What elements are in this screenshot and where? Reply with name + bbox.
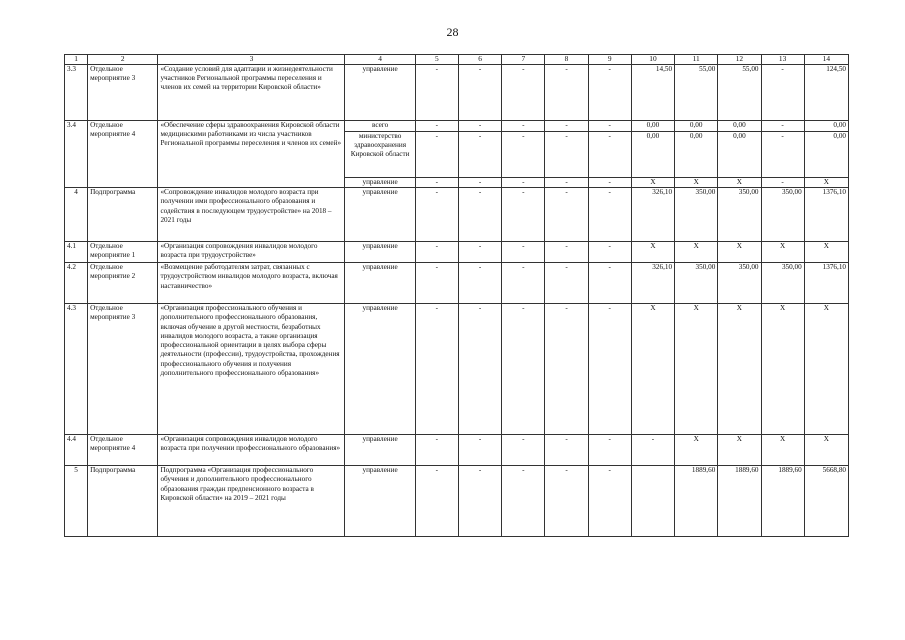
- value-cell: X: [804, 435, 848, 466]
- value-cell: 350,00: [675, 263, 718, 304]
- row-executor: управление: [345, 178, 415, 188]
- value-cell: -: [502, 178, 545, 188]
- row-executor: управление: [345, 435, 415, 466]
- value-cell: -: [502, 121, 545, 132]
- page-number: 28: [446, 25, 459, 39]
- row-title: «Сопровождение инвалидов молодого возраста при получении ими профессионального образования и содействия в последующем трудоустройстве» на 2018 – 2021 годы: [158, 188, 345, 242]
- value-cell: -: [458, 178, 501, 188]
- header-cell: 4: [345, 55, 415, 65]
- header-cell: 13: [761, 55, 804, 65]
- row-title: «Обеспечение сферы здравоохранения Кировской области медицинскими работниками из числа участников Региональной программы переселения и членов их семей»: [158, 121, 345, 188]
- row-type: Отдельное мероприятие 4: [88, 435, 158, 466]
- value-cell: 124,50: [804, 65, 848, 121]
- header-cell: 7: [502, 55, 545, 65]
- value-cell: -: [502, 65, 545, 121]
- header-cell: 8: [545, 55, 588, 65]
- value-cell: -: [588, 242, 631, 263]
- header-cell: 11: [675, 55, 718, 65]
- table-row: [65, 304, 849, 435]
- value-cell: -: [415, 65, 458, 121]
- value-cell: -: [588, 178, 631, 188]
- value-cell: -: [458, 132, 501, 178]
- value-cell: X: [675, 304, 718, 435]
- value-cell: X: [631, 242, 674, 263]
- value-cell: -: [502, 466, 545, 537]
- value-cell: -: [588, 304, 631, 435]
- value-cell: X: [718, 435, 761, 466]
- row-title: «Организация сопровождения инвалидов молодого возраста при трудоустройстве»: [158, 242, 345, 263]
- value-cell: -: [631, 435, 674, 466]
- row-type: Отдельное мероприятие 3: [88, 304, 158, 435]
- value-cell: -: [761, 132, 804, 178]
- value-cell: 350,00: [675, 188, 718, 242]
- value-cell: -: [761, 65, 804, 121]
- table-row: [65, 242, 849, 263]
- row-number: 4: [65, 188, 88, 242]
- value-cell: -: [545, 466, 588, 537]
- value-cell: X: [761, 242, 804, 263]
- value-cell: -: [588, 121, 631, 132]
- header-cell: 3: [158, 55, 345, 65]
- value-cell: 55,00: [675, 65, 718, 121]
- value-cell: -: [761, 178, 804, 188]
- row-executor: управление: [345, 242, 415, 263]
- value-cell: 1889,60: [675, 466, 718, 537]
- row-number: 4.1: [65, 242, 88, 263]
- value-cell: X: [761, 435, 804, 466]
- row-type: Отдельное мероприятие 4: [88, 121, 158, 188]
- row-executor: управление: [345, 188, 415, 242]
- value-cell: -: [415, 435, 458, 466]
- value-cell: -: [545, 304, 588, 435]
- value-cell: 350,00: [718, 188, 761, 242]
- value-cell: -: [502, 132, 545, 178]
- value-cell: -: [588, 65, 631, 121]
- value-cell: X: [804, 178, 848, 188]
- value-cell: -: [415, 242, 458, 263]
- value-cell: -: [458, 121, 501, 132]
- value-cell: -: [458, 304, 501, 435]
- value-cell: -: [415, 132, 458, 178]
- value-cell: -: [458, 435, 501, 466]
- row-executor: всего: [345, 121, 415, 132]
- value-cell: 1376,10: [804, 263, 848, 304]
- value-cell: -: [588, 188, 631, 242]
- value-cell: -: [415, 188, 458, 242]
- row-executor: управление: [345, 304, 415, 435]
- row-type: Подпрограмма: [88, 188, 158, 242]
- value-cell: X: [718, 242, 761, 263]
- value-cell: -: [415, 121, 458, 132]
- value-cell: X: [804, 304, 848, 435]
- table-row: [65, 435, 849, 466]
- row-type: Отдельное мероприятие 3: [88, 65, 158, 121]
- value-cell: 0,00: [718, 121, 761, 132]
- value-cell: -: [502, 263, 545, 304]
- row-type: Подпрограмма: [88, 466, 158, 537]
- row-title: «Создание условий для адаптации и жизнедеятельности участников Региональной программы переселения и членов их семей на территории Кировской области»: [158, 65, 345, 121]
- value-cell: 14,50: [631, 65, 674, 121]
- value-cell: -: [545, 132, 588, 178]
- row-executor: управление: [345, 466, 415, 537]
- value-cell: 1889,60: [718, 466, 761, 537]
- value-cell: X: [675, 242, 718, 263]
- value-cell: 1889,60: [761, 466, 804, 537]
- value-cell: 326,10: [631, 263, 674, 304]
- value-cell: -: [545, 65, 588, 121]
- value-cell: 55,00: [718, 65, 761, 121]
- value-cell: X: [804, 242, 848, 263]
- value-cell: -: [545, 178, 588, 188]
- row-type: Отдельное мероприятие 1: [88, 242, 158, 263]
- header-cell: 5: [415, 55, 458, 65]
- program-table: [64, 54, 849, 537]
- table-row: [65, 263, 849, 304]
- value-cell: 0,00: [675, 121, 718, 132]
- row-executor: министерство здравоохранения Кировской области: [345, 132, 415, 178]
- table-row: [65, 121, 849, 132]
- value-cell: X: [675, 178, 718, 188]
- row-executor: управление: [345, 263, 415, 304]
- header-cell: 10: [631, 55, 674, 65]
- value-cell: -: [545, 242, 588, 263]
- row-title: «Организация сопровождения инвалидов молодого возраста при получении профессионального образования»: [158, 435, 345, 466]
- value-cell: -: [588, 466, 631, 537]
- value-cell: X: [718, 178, 761, 188]
- value-cell: -: [545, 121, 588, 132]
- value-cell: 1376,10: [804, 188, 848, 242]
- value-cell: -: [458, 466, 501, 537]
- row-title: Подпрограмма «Организация профессионального обучения и дополнительного профессионального образования граждан предпенсионного возраста в Кировской области» на 2019 – 2021 годы: [158, 466, 345, 537]
- value-cell: -: [415, 304, 458, 435]
- value-cell: X: [631, 304, 674, 435]
- value-cell: -: [458, 242, 501, 263]
- value-cell: -: [458, 65, 501, 121]
- value-cell: 350,00: [761, 263, 804, 304]
- value-cell: 0,00: [804, 121, 848, 132]
- value-cell: -: [458, 188, 501, 242]
- value-cell: 0,00: [718, 132, 761, 178]
- header-cell: 14: [804, 55, 848, 65]
- value-cell: -: [502, 304, 545, 435]
- row-executor: управление: [345, 65, 415, 121]
- value-cell: -: [415, 263, 458, 304]
- value-cell: 0,00: [631, 132, 674, 178]
- value-cell: -: [458, 263, 501, 304]
- row-number: 3.3: [65, 65, 88, 121]
- value-cell: -: [502, 188, 545, 242]
- value-cell: -: [588, 263, 631, 304]
- value-cell: X: [718, 304, 761, 435]
- value-cell: 326,10: [631, 188, 674, 242]
- value-cell: -: [588, 132, 631, 178]
- row-number: 4.2: [65, 263, 88, 304]
- row-type: Отдельное мероприятие 2: [88, 263, 158, 304]
- header-cell: 12: [718, 55, 761, 65]
- value-cell: 0,00: [631, 121, 674, 132]
- value-cell: -: [415, 466, 458, 537]
- table-row: [65, 466, 849, 537]
- row-number: 3.4: [65, 121, 88, 188]
- header-cell: 2: [88, 55, 158, 65]
- value-cell: [631, 466, 674, 537]
- row-title: «Возмещение работодателям затрат, связанных с трудоустройством инвалидов молодого возраста, включая наставничество»: [158, 263, 345, 304]
- value-cell: 350,00: [718, 263, 761, 304]
- value-cell: 350,00: [761, 188, 804, 242]
- value-cell: 5668,80: [804, 466, 848, 537]
- table-row: [65, 188, 849, 242]
- header-row: [65, 55, 849, 65]
- value-cell: X: [761, 304, 804, 435]
- value-cell: 0,00: [804, 132, 848, 178]
- row-title: «Организация профессионального обучения и дополнительного профессионального образования, включая обучение в другой местности, безработных инвалидов молодого возраста, а также организация профессиональной ориентации в целях выбора сферы деятельности (профессии), трудоустройства, прохождения профессионального обучения и получения дополнительного профессионального образования»: [158, 304, 345, 435]
- value-cell: -: [415, 178, 458, 188]
- value-cell: -: [588, 435, 631, 466]
- value-cell: 0,00: [675, 132, 718, 178]
- header-cell: 6: [458, 55, 501, 65]
- header-cell: 9: [588, 55, 631, 65]
- value-cell: -: [761, 121, 804, 132]
- value-cell: -: [545, 263, 588, 304]
- value-cell: X: [675, 435, 718, 466]
- value-cell: X: [631, 178, 674, 188]
- table-row: [65, 65, 849, 121]
- value-cell: -: [502, 242, 545, 263]
- value-cell: -: [545, 435, 588, 466]
- value-cell: -: [545, 188, 588, 242]
- row-number: 4.3: [65, 304, 88, 435]
- header-cell: 1: [65, 55, 88, 65]
- row-number: 5: [65, 466, 88, 537]
- row-number: 4.4: [65, 435, 88, 466]
- value-cell: -: [502, 435, 545, 466]
